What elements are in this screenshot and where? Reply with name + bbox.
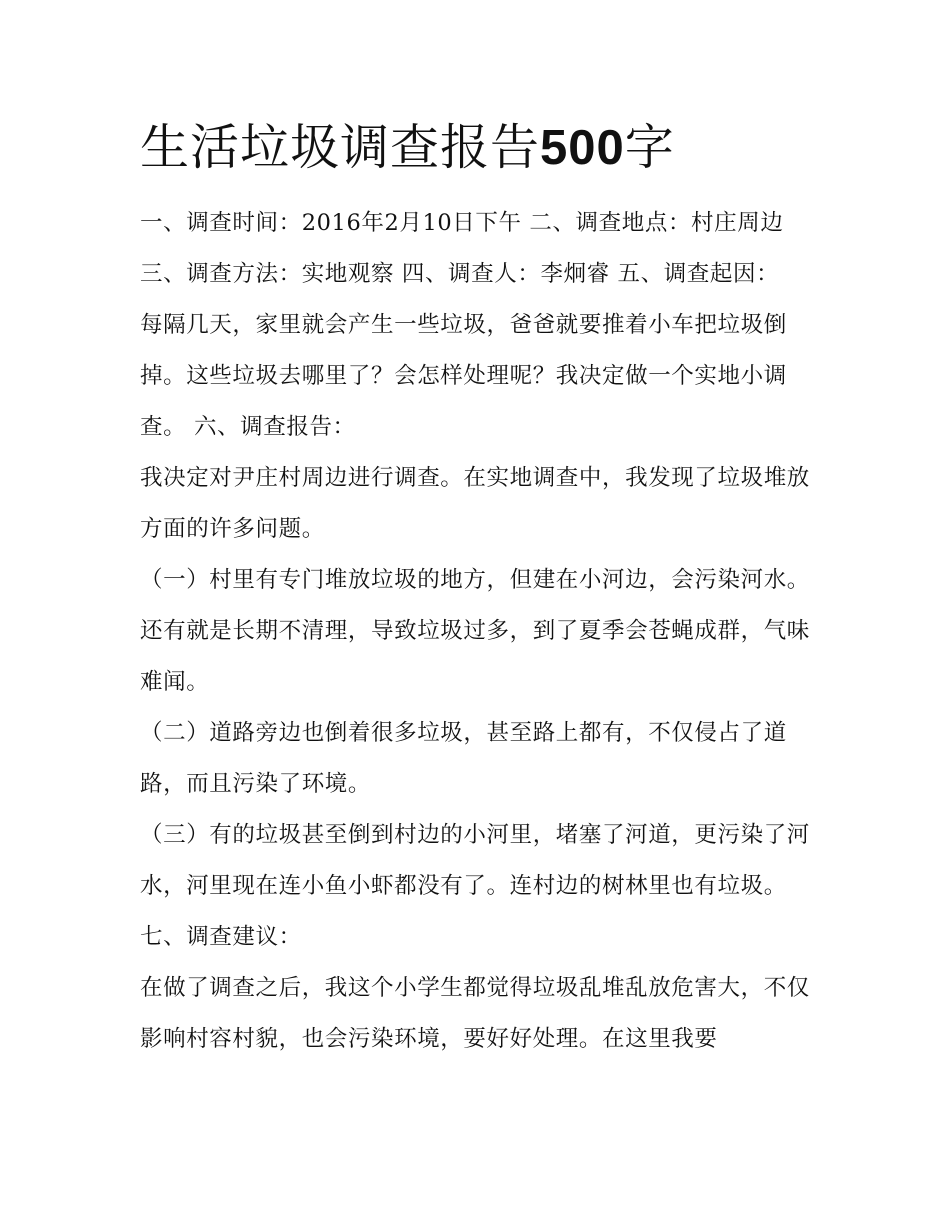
paragraph-suggestion: 在做了调查之后，我这个小学生都觉得垃圾乱堆乱放危害大，不仅影响村容村貌，也会污染环境，要好好处理。在这里我要: [140, 975, 810, 1052]
paragraph-finding-one: （一）村里有专门堆放垃圾的地方，但建在小河边，会污染河水。还有就是长期不清理，导致垃圾过多，到了夏季会苍蝇成群，气味难闻。: [140, 567, 810, 695]
paragraph-reason: 每隔几天，家里就会产生一些垃圾，爸爸就要推着小车把垃圾倒掉。这些垃圾去哪里了？会怎样处理呢？我决定做一个实地小调查。 六、调查报告：: [140, 312, 787, 440]
document-title: [140, 118, 820, 178]
paragraph-finding-two: （二）道路旁边也倒着很多垃圾，甚至路上都有，不仅侵占了道路，而且污染了环境。: [140, 720, 787, 797]
title-suffix: 字: [624, 119, 675, 176]
paragraph-survey-info: 一、调查时间：2016年2月10日下午 二、调查地点：村庄周边 三、调查方法：实地观察 四、调查人：李炯睿 五、调查起因：: [140, 210, 784, 287]
title-text: 生活垃圾调查报告: [140, 119, 541, 176]
document-content: [140, 118, 820, 1065]
paragraph-finding-three: （三）有的垃圾甚至倒到村边的小河里，堵塞了河道，更污染了河水，河里现在连小鱼小虾都没有了。连村边的树林里也有垃圾。 七、调查建议：: [140, 822, 810, 950]
paragraph-report-intro: 我决定对尹庄村周边进行调查。在实地调查中，我发现了垃圾堆放方面的许多问题。: [140, 465, 810, 542]
title-number: 500: [540, 121, 625, 175]
document-body: [140, 198, 820, 1065]
